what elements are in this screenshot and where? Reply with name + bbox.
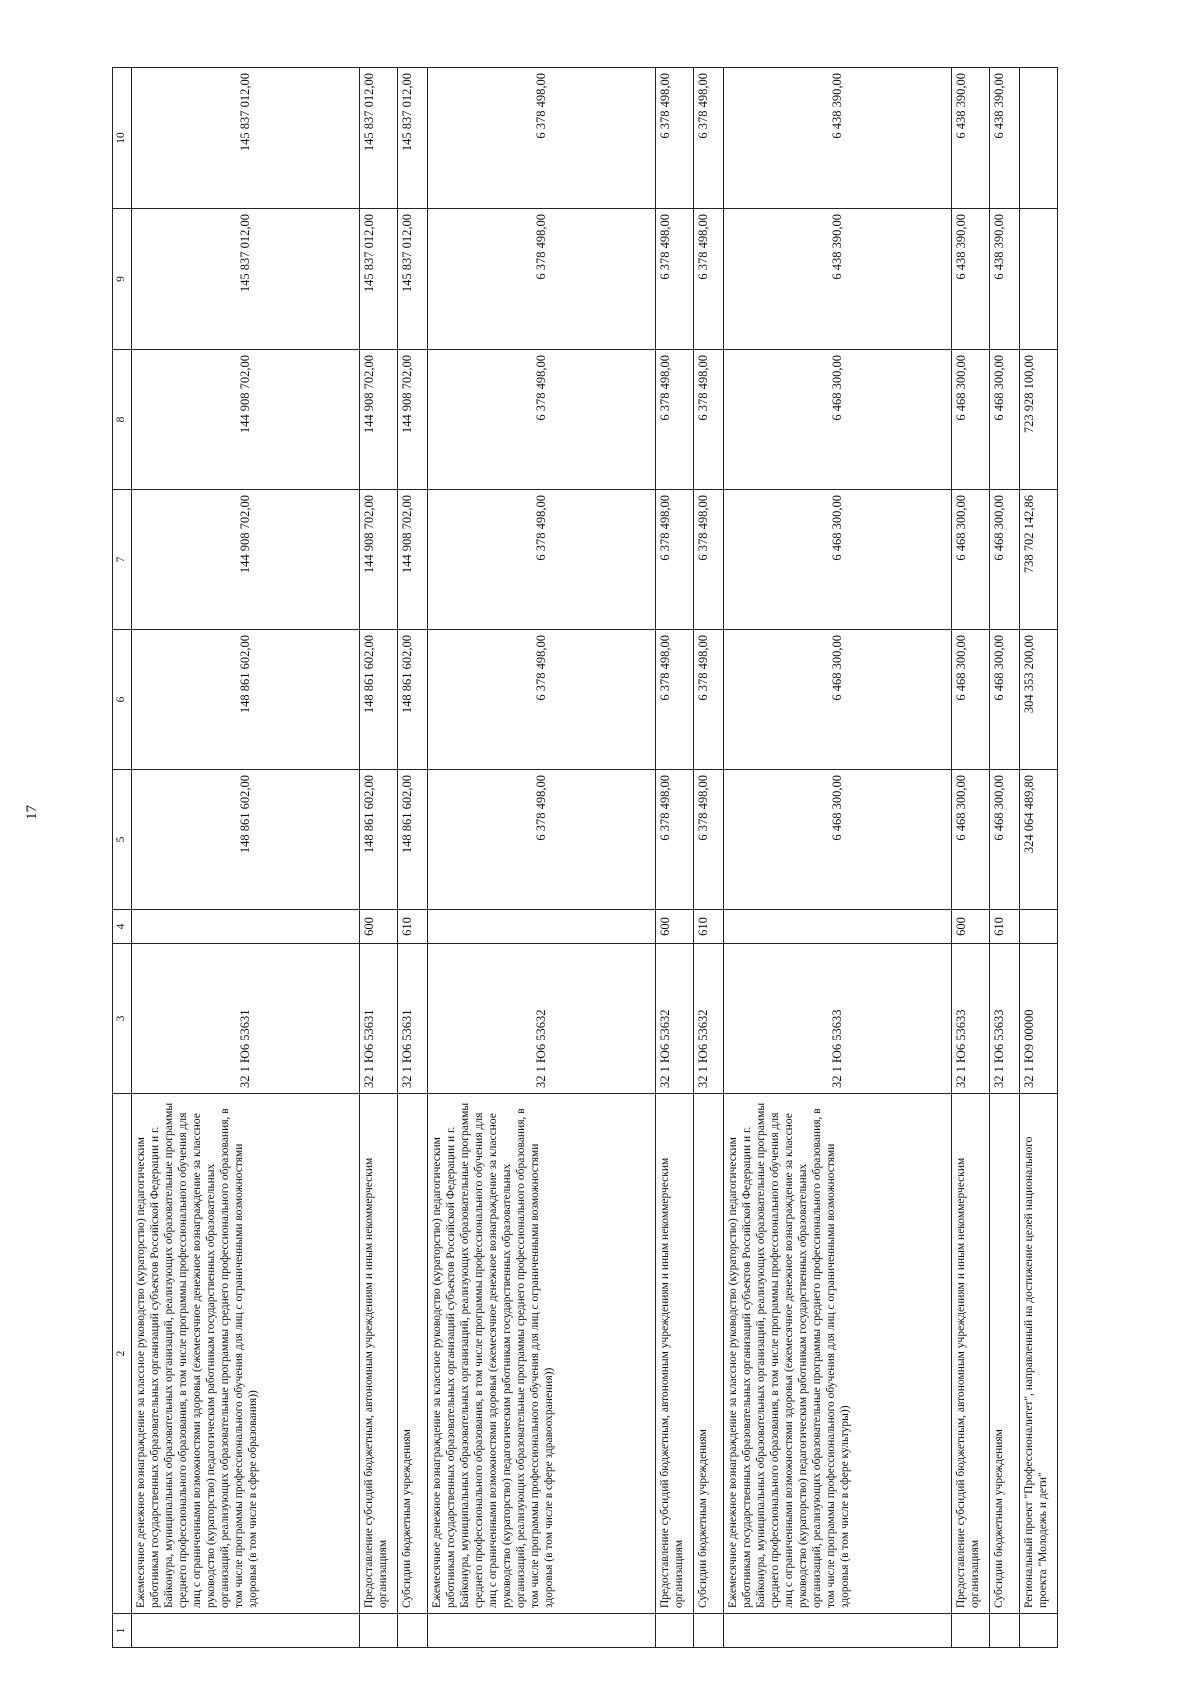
amount-cell: 148 861 602,00 (132, 630, 360, 770)
amount-cell: 6 378 498,00 (428, 209, 656, 350)
expense-type-cell (724, 910, 952, 944)
amount-cell: 6 468 300,00 (952, 630, 990, 770)
amount-cell: 6 378 498,00 (656, 630, 694, 770)
code-cell: 32 1 Ю6 53633 (724, 944, 952, 1094)
amount-cell: 145 837 012,00 (398, 209, 428, 350)
amount-cell: 6 378 498,00 (656, 68, 694, 209)
amount-cell: 6 468 300,00 (990, 490, 1020, 630)
amount-cell: 145 837 012,00 (132, 209, 360, 350)
expense-type-cell: 610 (398, 910, 428, 944)
amount-cell: 144 908 702,00 (132, 350, 360, 490)
amount-cell: 145 837 012,00 (398, 68, 428, 209)
row-index-cell (694, 1614, 724, 1648)
amount-cell: 6 378 498,00 (428, 490, 656, 630)
budget-table-sheet (112, 68, 1092, 1648)
column-number: 9 (113, 209, 132, 350)
amount-cell: 6 378 498,00 (694, 770, 724, 910)
page-number: 17 (24, 805, 40, 820)
row-index-cell (656, 1614, 694, 1648)
description-cell: Ежемесячное денежное вознаграждение за классное руководство (кураторство) педагогическим работникам государственных образовательных организаций субъектов Российской Федерации и г. Байконура, муниципальных образовательных организаций, реализующих образовательные программы среднего профессионального образования, в том числе программы профессионального обучения для лиц с ограниченными возможностями здоровья (ежемесячное денежное вознаграждение за классное руководство (кураторство) педагогическим работникам государственных образовательных организаций, реализующих образовательные программы среднего профессионального образования, в том числе программы профессионального обучения для лиц с ограниченными возможностями здоровья (в том числе в сфере здравоохранения)) (428, 1094, 656, 1614)
code-cell: 32 1 Ю6 53632 (694, 944, 724, 1094)
table-row (656, 68, 694, 1648)
budget-table (112, 67, 1058, 1648)
description-cell: Региональный проект "Профессионалитет", направленный на достижение целей национального проекта "Молодежь и дети" (1020, 1094, 1058, 1614)
description-cell: Предоставление субсидий бюджетным, автономным учреждениям и иным некоммерческим организациям (360, 1094, 398, 1614)
amount-cell: 6 468 300,00 (724, 630, 952, 770)
amount-cell: 6 378 498,00 (694, 209, 724, 350)
row-index-cell (1020, 1614, 1058, 1648)
amount-cell (1020, 68, 1058, 209)
row-index-cell (132, 1614, 360, 1648)
amount-cell: 6 378 498,00 (694, 68, 724, 209)
amount-cell: 6 468 300,00 (952, 770, 990, 910)
amount-cell: 738 702 142,86 (1020, 490, 1058, 630)
amount-cell: 6 378 498,00 (694, 630, 724, 770)
amount-cell: 6 468 300,00 (724, 770, 952, 910)
amount-cell: 6 468 300,00 (952, 490, 990, 630)
amount-cell: 6 468 300,00 (990, 350, 1020, 490)
row-index-cell (428, 1614, 656, 1648)
amount-cell: 324 064 489,80 (1020, 770, 1058, 910)
amount-cell: 145 837 012,00 (360, 68, 398, 209)
amount-cell: 148 861 602,00 (398, 770, 428, 910)
expense-type-cell (132, 910, 360, 944)
description-cell: Субсидии бюджетным учреждениям (990, 1094, 1020, 1614)
amount-cell: 6 438 390,00 (990, 68, 1020, 209)
amount-cell: 6 438 390,00 (724, 209, 952, 350)
description-cell: Предоставление субсидий бюджетным, автономным учреждениям и иным некоммерческим организациям (952, 1094, 990, 1614)
amount-cell (1020, 209, 1058, 350)
column-number: 3 (113, 944, 132, 1094)
amount-cell: 144 908 702,00 (360, 350, 398, 490)
column-number-row (113, 68, 132, 1648)
table-row (398, 68, 428, 1648)
expense-type-cell: 610 (694, 910, 724, 944)
amount-cell: 148 861 602,00 (360, 770, 398, 910)
amount-cell: 144 908 702,00 (132, 490, 360, 630)
amount-cell: 6 468 300,00 (724, 350, 952, 490)
amount-cell: 144 908 702,00 (360, 490, 398, 630)
amount-cell: 148 861 602,00 (360, 630, 398, 770)
amount-cell: 6 378 498,00 (656, 770, 694, 910)
amount-cell: 6 468 300,00 (952, 350, 990, 490)
amount-cell: 6 378 498,00 (694, 490, 724, 630)
expense-type-cell (1020, 910, 1058, 944)
table-row (1020, 68, 1058, 1648)
column-number: 2 (113, 1094, 132, 1614)
expense-type-cell (428, 910, 656, 944)
amount-cell: 6 468 300,00 (990, 770, 1020, 910)
amount-cell: 148 861 602,00 (132, 770, 360, 910)
description-cell: Предоставление субсидий бюджетным, автономным учреждениям и иным некоммерческим организациям (656, 1094, 694, 1614)
amount-cell: 6 438 390,00 (724, 68, 952, 209)
expense-type-cell: 600 (656, 910, 694, 944)
amount-cell: 6 378 498,00 (656, 209, 694, 350)
column-number: 10 (113, 68, 132, 209)
amount-cell: 145 837 012,00 (132, 68, 360, 209)
column-number: 6 (113, 630, 132, 770)
table-row (360, 68, 398, 1648)
amount-cell: 6 378 498,00 (428, 68, 656, 209)
amount-cell: 6 378 498,00 (656, 490, 694, 630)
amount-cell: 144 908 702,00 (398, 490, 428, 630)
amount-cell: 6 378 498,00 (694, 350, 724, 490)
description-cell: Ежемесячное денежное вознаграждение за классное руководство (кураторство) педагогическим работникам государственных образовательных организаций субъектов Российской Федерации и г. Байконура, муниципальных образовательных организаций, реализующих образовательные программы среднего профессионального образования, в том числе программы профессионального обучения для лиц с ограниченными возможностями здоровья (ежемесячное денежное вознаграждение за классное руководство (кураторство) педагогическим работникам государственных образовательных организаций, реализующих образовательные программы среднего профессионального образования, в том числе программы профессионального обучения для лиц с ограниченными возможностями здоровья (в том числе в сфере культуры)) (724, 1094, 952, 1614)
table-row (990, 68, 1020, 1648)
row-index-cell (724, 1614, 952, 1648)
column-number: 1 (113, 1614, 132, 1648)
row-index-cell (990, 1614, 1020, 1648)
code-cell: 32 1 Ю6 53632 (428, 944, 656, 1094)
row-index-cell (398, 1614, 428, 1648)
code-cell: 32 1 Ю6 53631 (132, 944, 360, 1094)
amount-cell: 6 438 390,00 (990, 209, 1020, 350)
description-cell: Субсидии бюджетным учреждениям (694, 1094, 724, 1614)
row-index-cell (360, 1614, 398, 1648)
row-index-cell (952, 1614, 990, 1648)
table-row (694, 68, 724, 1648)
amount-cell: 6 468 300,00 (990, 630, 1020, 770)
table-row (724, 68, 952, 1648)
code-cell: 32 1 Ю6 53632 (656, 944, 694, 1094)
amount-cell: 723 928 100,00 (1020, 350, 1058, 490)
amount-cell: 144 908 702,00 (398, 350, 428, 490)
amount-cell: 148 861 602,00 (398, 630, 428, 770)
amount-cell: 6 468 300,00 (724, 490, 952, 630)
amount-cell: 6 378 498,00 (428, 350, 656, 490)
expense-type-cell: 600 (360, 910, 398, 944)
table-row (428, 68, 656, 1648)
code-cell: 32 1 Ю6 53633 (952, 944, 990, 1094)
expense-type-cell: 600 (952, 910, 990, 944)
description-cell: Субсидии бюджетным учреждениям (398, 1094, 428, 1614)
amount-cell: 6 438 390,00 (952, 68, 990, 209)
column-number: 7 (113, 490, 132, 630)
amount-cell: 6 378 498,00 (428, 770, 656, 910)
code-cell: 32 1 Ю6 53631 (360, 944, 398, 1094)
table-row (132, 68, 360, 1648)
amount-cell: 145 837 012,00 (360, 209, 398, 350)
amount-cell: 6 438 390,00 (952, 209, 990, 350)
column-number: 5 (113, 770, 132, 910)
description-cell: Ежемесячное денежное вознаграждение за классное руководство (кураторство) педагогическим работникам государственных образовательных организаций субъектов Российской Федерации и г. Байконура, муниципальных образовательных организаций, реализующих образовательные программы среднего профессионального образования, в том числе программы профессионального обучения для лиц с ограниченными возможностями здоровья (ежемесячное денежное вознаграждение за классное руководство (кураторство) педагогическим работникам государственных образовательных организаций, реализующих образовательные программы среднего профессионального образования, в том числе программы профессионального обучения для лиц с ограниченными возможностями здоровья (в том числе в сфере образования)) (132, 1094, 360, 1614)
column-number: 8 (113, 350, 132, 490)
amount-cell: 304 353 200,00 (1020, 630, 1058, 770)
amount-cell: 6 378 498,00 (656, 350, 694, 490)
code-cell: 32 1 Ю6 53633 (990, 944, 1020, 1094)
table-row (952, 68, 990, 1648)
code-cell: 32 1 Ю9 00000 (1020, 944, 1058, 1094)
expense-type-cell: 610 (990, 910, 1020, 944)
code-cell: 32 1 Ю6 53631 (398, 944, 428, 1094)
column-number: 4 (113, 910, 132, 944)
amount-cell: 6 378 498,00 (428, 630, 656, 770)
